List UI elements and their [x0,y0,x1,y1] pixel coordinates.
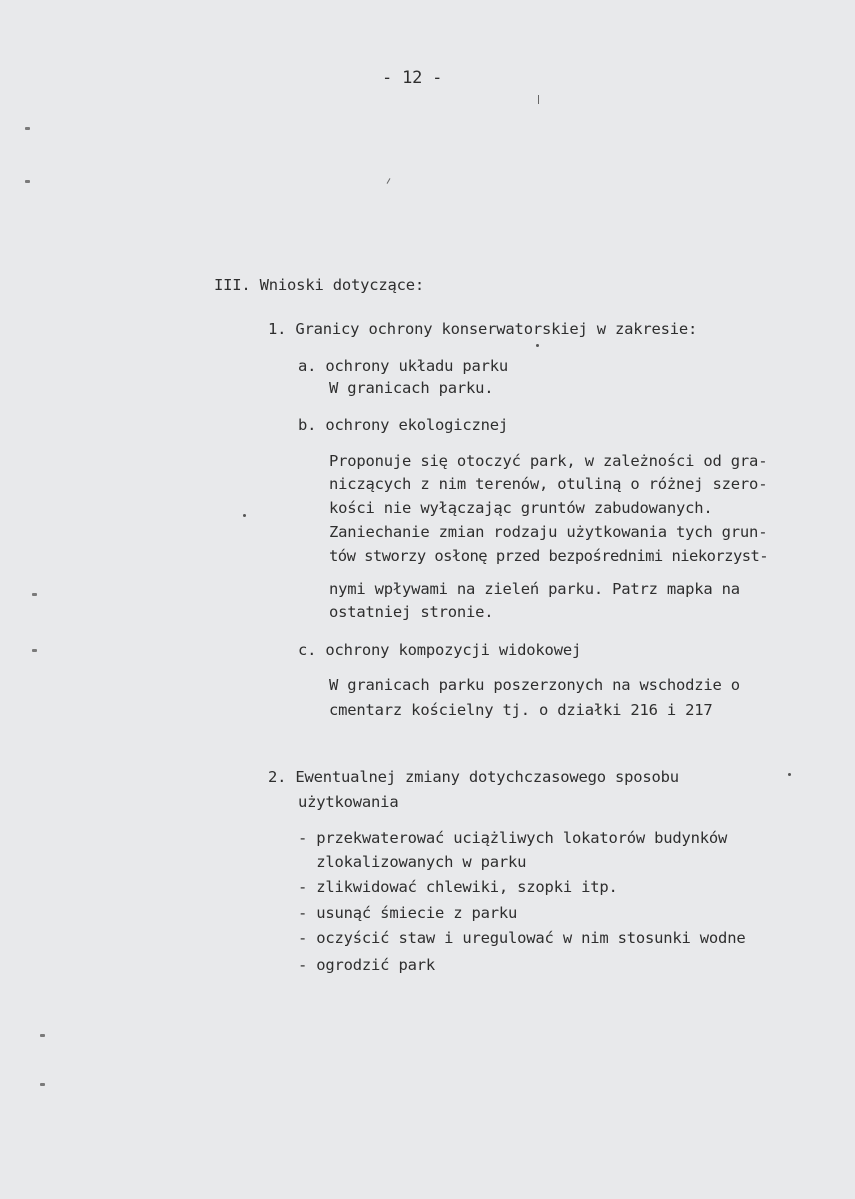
item-2-line1: 2. Ewentualnej zmiany dotychczasowego sposobu [268,768,679,786]
speck [243,514,246,517]
item-1b-para-line: Zaniechanie zmian rodzaju użytkowania tych grun- [329,523,768,541]
binder-mark [32,593,37,596]
item-1b-para-line: kości nie wyłączając gruntów zabudowanych. [329,499,713,517]
item-1b-para-line: ostatniej stronie. [329,603,494,621]
item-1b-label: b. ochrony ekologicznej [298,416,509,434]
item-1c-para-line: W granicach parku poszerzonych na wschodzie o [329,676,740,694]
item-2-bullet: - usunąć śmiecie z parku [298,904,518,922]
speck [536,344,539,347]
speck [788,773,791,776]
section-heading: III. Wnioski dotyczące: [214,276,425,294]
speck [387,178,391,184]
item-1a-line2: W granicach parku. [329,379,494,397]
item-2-bullet: - zlikwidować chlewiki, szopki itp. [298,878,618,896]
item-2-line2: użytkowania [298,793,399,811]
item-2-bullet: - ogrodzić park [298,956,435,974]
binder-mark [25,180,30,183]
item-1b-para-line: tów stworzy osłonę przed bezpośrednimi niekorzyst- [329,547,769,565]
binder-mark [25,127,30,130]
item-1b-para-line: niczących z nim terenów, otuliną o różnej szero- [329,475,768,493]
binder-mark [40,1034,45,1037]
speck [538,95,539,104]
item-2-bullet: zlokalizowanych w parku [298,853,527,871]
item-1b-para-line: nymi wpływami na zieleń parku. Patrz mapka na [329,580,740,598]
item-1b-para-line: Proponuje się otoczyć park, w zależności od gra- [329,452,768,470]
item-1c-label: c. ochrony kompozycji widokowej [298,641,582,659]
page-number: - 12 - [382,68,443,88]
item-1a-line1: a. ochrony układu parku [298,357,509,375]
item-1c-para-line: cmentarz kościelny tj. o działki 216 i 217 [329,701,713,719]
item-1-label: 1. Granicy ochrony konserwatorskiej w zakresie: [268,320,698,338]
binder-mark [40,1083,45,1086]
item-2-bullet: - oczyścić staw i uregulować w nim stosunki wodne [298,929,746,947]
item-2-bullet: - przekwaterować uciążliwych lokatorów budynków [298,829,728,847]
binder-mark [32,649,37,652]
